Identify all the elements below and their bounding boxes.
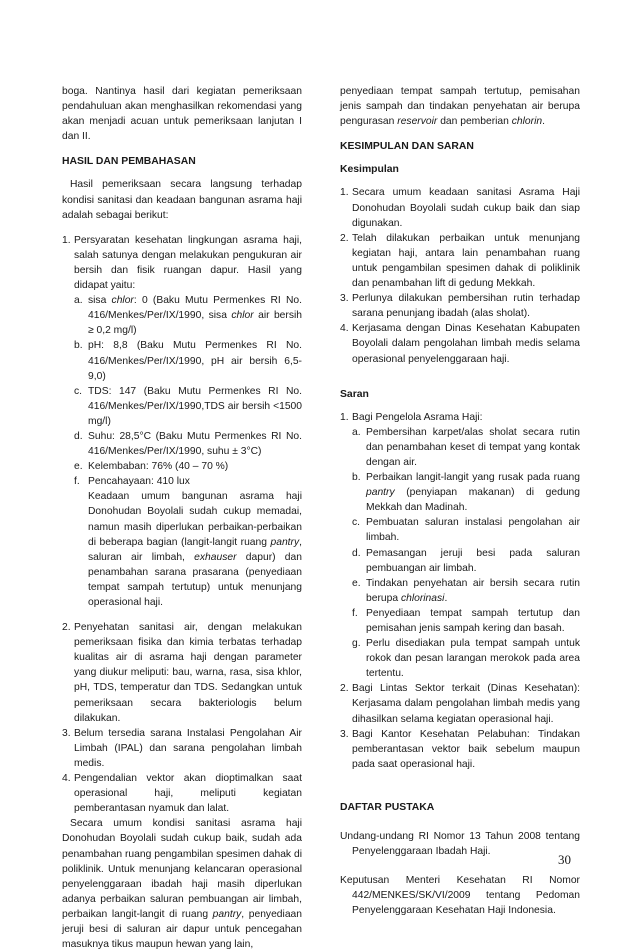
list-item-1-text: Persyaratan kesehatan lingkungan asrama haji, salah satunya dengan melakukan pengukuran air bersih dan fisik ruangan dapur. Hasil yang didapat yaitu: bbox=[74, 234, 302, 292]
sub-item-b: b. pH: 8,8 (Baku Mutu Permenkes RI No. 416/Menkes/Per/IX/1990, pH air bersih 6,5-9,0) bbox=[74, 340, 302, 382]
saran-sub-f: f. Penyediaan tempat sampah tertutup dan pemisahan jenis sampah kering dan basah. bbox=[352, 607, 580, 634]
kesimpulan-item: 1. Secara umum keadaan sanitasi Asrama Haji Donohudan Boyolali sudah cukup baik dan siap digunakan. bbox=[340, 187, 580, 229]
saran-sub-a: a. Pembersihan karpet/alas sholat secara rutin dan penambahan keset di tempat yang kontak dengan air. bbox=[352, 426, 580, 468]
list-item-4: 4. Pengendalian vektor akan dioptimalkan saat operasional haji, meliputi kegiatan pemberantasan nyamuk dan lalat. bbox=[62, 773, 302, 815]
sub-item-d: d. Suhu: 28,5°C (Baku Mutu Permenkes RI No. 416/Menkes/Per/IX/1990, suhu ± 3°C) bbox=[74, 430, 302, 458]
list-item-1: 1. Persyaratan kesehatan lingkungan asrama haji, salah satunya dengan melakukan pengukuran air bersih dan fisik ruangan dapur. Hasil yang didapat yaitu: a. sisa chlor: 0 (Baku Mutu Permenkes RI No. 416/Menkes/Per/IX/1990, sisa chlor air bersih ≥ 0,2 mg/l) b. pH: 8,8 (Baku Mutu Permenkes RI No. 416/Menkes/Per/IX/1990, pH air bersih 6,5-9,0) c. TDS: 147 (Baku Mutu Permenkes RI No. 416/Menkes/Per/IX/1990,TDS air bersih <1500 mg/l) d. Suhu: 28,5°C (Baku Mutu Permenkes RI No. 416/Menkes/Per/IX/1990, suhu ± 3°C) e. Kelembaban: 76% (40 – 70 %) f. Pencahayaan: 410 lux Keadaan umum bangunan asrama haji Donohudan Boyolali sudah cukup memadai, namun masih diperlukan perbaikan-perbaikan di beberapa bagian (langit-langit ruang pantry, saluran air limbah, exhauser dapur) dan penambahan sarana prasarana (penyediaan tempat sampah tertutup) untuk menunjang operasional haji. bbox=[62, 233, 302, 610]
saran-sub-e: e. Tindakan penyehatan air bersih secara rutin berupa chlorinasi. bbox=[352, 577, 580, 604]
saran-sub-c: c. Pembuatan saluran instalasi pengolahan air limbah. bbox=[352, 517, 580, 544]
summary-paragraph: Secara umum kondisi sanitasi asrama haji Donohudan Boyolali sudah cukup baik, sudah ada penambahan ruang pengambilan spesimen dahak di poliklinik. Untuk menunjang kelancaran operasional penyelenggaraan ibadah haji masih diperlukan adanya perbaikan saluran pembuangan air limbah, perbaikan langit-langit di ruang pantry, penyediaan jeruji besi di saluran air dapur untuk pencegahan masuknya tikus maupun hewan yang lain, bbox=[62, 818, 302, 951]
kesimpulan-item: 2. Telah dilakukan perbaikan untuk menunjang kegiatan haji, antara lain penambahan ruang untuk pengambilan spesimen dahak di poliklinik dan penambahan lift di gedung Mekkah. bbox=[340, 232, 580, 290]
subheading-kesimpulan: Kesimpulan bbox=[340, 164, 399, 176]
sub-item-f: f. Pencahayaan: 410 lux Keadaan umum bangunan asrama haji Donohudan Boyolali sudah cukup memadai, namun masih diperlukan perbaikan-perbaikan di beberapa bagian (langit-langit ruang pantry, saluran air limbah, exhauser dapur) dan penambahan sarana prasarana (penyediaan tempat sampah tertutup) untuk menunjang operasional haji. bbox=[74, 474, 302, 610]
saran-item-3: 3. Bagi Kantor Kesehatan Pelabuhan: Tindakan pemberantasan vektor baik sebelum maupun pada saat operasional haji. bbox=[340, 728, 580, 770]
sub-item-e: e. Kelembaban: 76% (40 – 70 %) bbox=[74, 461, 229, 473]
saran-item-2: 2. Bagi Lintas Sektor terkait (Dinas Kesehatan): Kerjasama dalam pengolahan limbah medis yang dihasilkan selama kegiatan operasional haji. bbox=[340, 683, 580, 725]
saran-sub-b: b. Perbaikan langit-langit yang rusak pada ruang pantry (penyiapan makanan) di gedung Mekkah dan Madinah. bbox=[352, 472, 580, 514]
subheading-saran: Saran bbox=[340, 388, 369, 400]
sub-item-f-paragraph: Keadaan umum bangunan asrama haji Donohudan Boyolali sudah cukup memadai, namun masih diperlukan perbaikan-perbaikan di beberapa bagian (langit-langit ruang pantry, saluran air limbah, exhauser dapur) dan penambahan sarana prasarana (penyediaan tempat sampah tertutup) untuk menunjang operasional haji. bbox=[88, 491, 302, 608]
kesimpulan-item: 4. Kerjasama dengan Dinas Kesehatan Kabupaten Boyolali dalam pengolahan limbah medis selama operasional penyelenggaraan haji. bbox=[340, 323, 580, 365]
hasil-paragraph: Hasil pemeriksaan secara langsung terhadap kondisi sanitasi dan keadaan bangunan asrama haji adalah sebagai berikut: bbox=[62, 179, 302, 221]
list-item-2: 2. Penyehatan sanitasi air, dengan melakukan pemeriksaan fisika dan kimia terbatas terhadap kualitas air di asrama haji dengan parameter yang diukur meliputi: bau, warna, rasa, sisa khlor, pH, TDS, temperatur dan TDS. Sedangkan untuk pemeriksaan secara bakteriologis belum dilakukan. bbox=[62, 622, 302, 724]
section-heading-kesimpulan-saran: KESIMPULAN DAN SARAN bbox=[340, 141, 474, 153]
page-number: 30 bbox=[558, 852, 571, 867]
reference-1: Undang-undang RI Nomor 13 Tahun 2008 tentang Penyelenggaraan Ibadah Haji. bbox=[340, 831, 580, 858]
kesimpulan-item: 3. Perlunya dilakukan pembersihan rutin terhadap sarana penunjang ibadah (alas sholat). bbox=[340, 293, 580, 320]
sub-item-c: c. TDS: 147 (Baku Mutu Permenkes RI No. 416/Menkes/Per/IX/1990,TDS air bersih <1500 mg/l) bbox=[74, 385, 302, 427]
section-heading-hasil: HASIL DAN PEMBAHASAN bbox=[62, 156, 196, 168]
saran-sub-d: d. Pemasangan jeruji besi pada saluran pembuangan air limbah. bbox=[352, 547, 580, 574]
left-intro-paragraph: boga. Nantinya hasil dari kegiatan pemeriksaan pendahuluan akan menghasilkan rekomendasi yang akan menjadi acuan untuk pemeriksaan lanjutan I dan II. bbox=[62, 86, 302, 143]
reference-2: Keputusan Menteri Kesehatan RI Nomor 442/MENKES/SK/VI/2009 tentang Pedoman Penyelenggaraan Kesehatan Haji Indonesia. bbox=[340, 875, 580, 917]
saran-sub-g: g. Perlu disediakan pula tempat sampah untuk rokok dan pesan larangan merokok pada area tertentu. bbox=[352, 638, 580, 680]
sub-item-a: a. sisa chlor: 0 (Baku Mutu Permenkes RI No. 416/Menkes/Per/IX/1990, sisa chlor air bersih ≥ 0,2 mg/l) bbox=[74, 295, 302, 337]
list-item-3: 3. Belum tersedia sarana Instalasi Pengolahan Air Limbah (IPAL) dan sarana pengolahan limbah medis. bbox=[62, 727, 302, 769]
right-column bbox=[340, 84, 580, 919]
saran-item-1: 1. Bagi Pengelola Asrama Haji: a. Pembersihan karpet/alas sholat secara rutin dan penambahan keset di tempat yang kontak dengan air. b. Perbaikan langit-langit yang rusak pada ruang pantry (penyiapan makanan) di gedung Mekkah dan Madinah. c. Pembuatan saluran instalasi pengolahan air limbah. d. Pemasangan jeruji besi pada saluran pembuangan air limbah. e. Tindakan penyehatan air bersih secara rutin berupa chlorinasi. f. Penyediaan tempat sampah tertutup dan pemisahan jenis sampah kering dan basah. g. Perlu disediakan pula tempat sampah untuk rokok dan pesan larangan merokok pada area tertentu. bbox=[340, 410, 580, 682]
right-intro-paragraph: penyediaan tempat sampah tertutup, pemisahan jenis sampah dan tindakan penyehatan air berupa pengurasan reservoir dan pemberian chlorin. bbox=[340, 86, 580, 128]
left-column bbox=[62, 84, 302, 952]
section-heading-daftar-pustaka: DAFTAR PUSTAKA bbox=[340, 801, 435, 813]
